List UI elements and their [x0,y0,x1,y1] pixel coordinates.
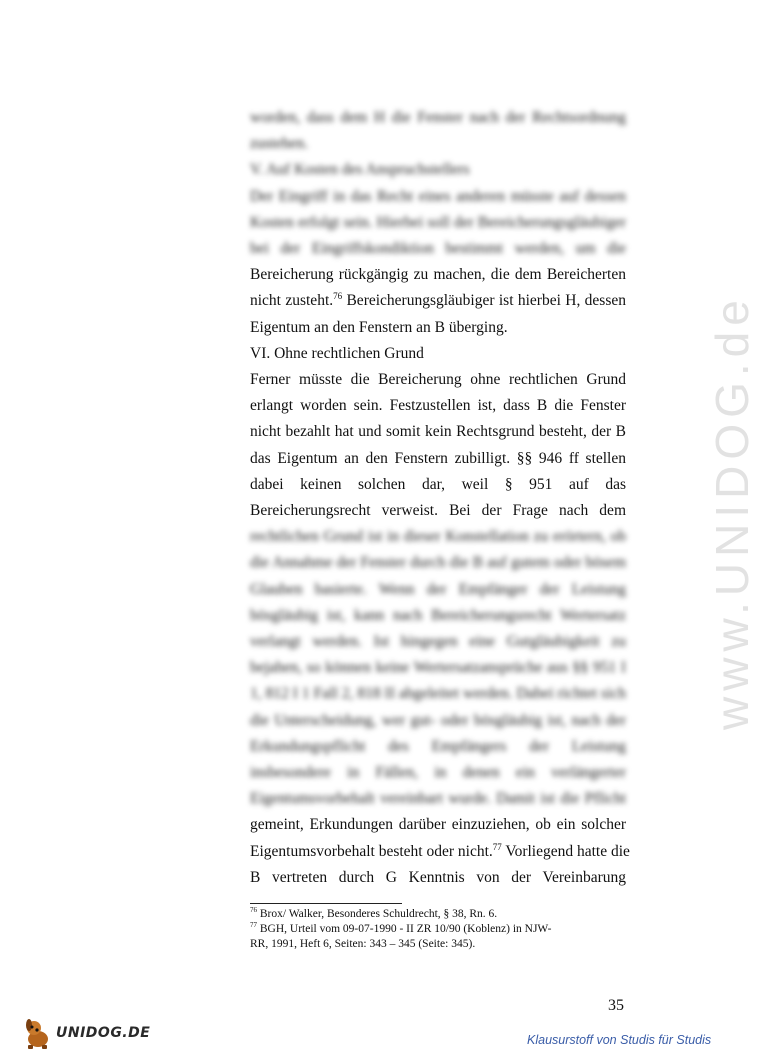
footnote: RR, 1991, Heft 6, Seiten: 343 – 345 (Seite: 345). [250,938,476,950]
text-line: V. Auf Kosten des Anspruchstellers [250,161,470,179]
text-line: Der Eingriff in das Recht eines anderen müsste auf dessen [250,187,626,205]
footnote-marker: 77 [492,841,502,852]
tagline: Klausurstoff von Studis für Studis [527,1033,712,1047]
unidog-logo [20,1015,160,1051]
text-line: VI. Ohne rechtlichen Grund [250,344,424,362]
footnote-separator [250,903,402,904]
text-line: worden, dass dem H die Fenster nach der Rechtsordnung [250,109,626,126]
footnote: $^{77}$ BGH, Urteil vom 09-07-1990 - II ZR 10/90 (Koblenz) in NJW- [250,921,552,935]
text-line: das Eigentum an den Fenstern zubilligt. §§ 946 ff stellen [250,449,626,467]
text-line: bei der Eingriffskondiktion bestimmt werden, um die [250,240,626,257]
text-line: Bereicherung rückgängig zu machen, die dem Bereicherten [250,266,626,284]
text-line: zustehen. [250,135,309,153]
text-line: Eigentumsvorbehalt besteht oder nicht.$^{77}$ Vorliegend hatte die [250,841,630,860]
text-line: Bereicherungsrecht verweist. Bei der Frage nach dem [250,502,626,519]
text-line: insbesondere in Fällen, in denen ein verlängerter [250,764,626,781]
text-line: Eigentumsvorbehalt vereinbart wurde. Damit ist die Pflicht [250,790,626,808]
footnote-marker: 76 [333,291,343,302]
text-line: nicht bezahlt hat und somit kein Rechtsgrund besteht, der B [250,423,626,441]
text-line: verlangt werden. Ist hingegen eine Gutgläubigkeit zu [250,633,626,650]
logo-text: UNIDOG.DE [56,1025,151,1041]
text-line: Eigentum an den Fenstern an B überging. [250,318,508,336]
footnote-number: 76 [250,906,257,915]
text-line: Kosten erfolgt sein. Hierbei soll der Bereicherungsgläubiger [250,213,626,231]
text-line: erlangt worden sein. Festzustellen ist, dass B die Fenster [250,397,626,415]
footnote-number: 77 [250,921,257,930]
text-line: die Unterscheidung, wer gut- oder bösgläubig ist, nach der [250,711,626,729]
text-line: gemeint, Erkundungen darüber einzuziehen, ob ein solcher [250,816,626,834]
text-line: B vertreten durch G Kenntnis von der Vereinbarung [250,868,626,886]
text-line: bejahen, so können keine Wertersatzansprüche aus §§ 951 I [250,659,626,677]
text-line: Erkundungspflicht des Empfängers der Leistung [250,737,626,755]
text-line: die Annahme der Fenster durch die B auf gutem oder bösem [250,554,626,572]
footnote: $^{76}$ Brox/ Walker, Besonderes Schuldrecht, § 38, Rn. 6. [250,906,498,920]
watermark: www.UNIDOG.de [706,294,758,730]
text-line: bösgläubig ist, kann nach Bereicherungsrecht Wertersatz [250,606,626,624]
page-number: 35 [608,997,624,1014]
text-line: rechtlichen Grund ist in dieser Konstellation zu erörtern, ob [250,528,626,546]
text-line: dabei keinen solchen dar, weil § 951 auf das [250,475,626,493]
text-line: nicht zusteht.$^{76}$ Bereicherungsgläubiger ist hierbei H, dessen [250,291,626,310]
text-line: Ferner müsste die Bereicherung ohne rechtlichen Grund [250,371,626,388]
dog-icon [20,1015,56,1051]
text-line: 1, 812 I 1 Fall 2, 818 II abgeleitet werden. Dabei richtet sich [250,685,626,703]
text-line: Glauben basierte. Wenn der Empfänger der Leistung [250,580,626,598]
